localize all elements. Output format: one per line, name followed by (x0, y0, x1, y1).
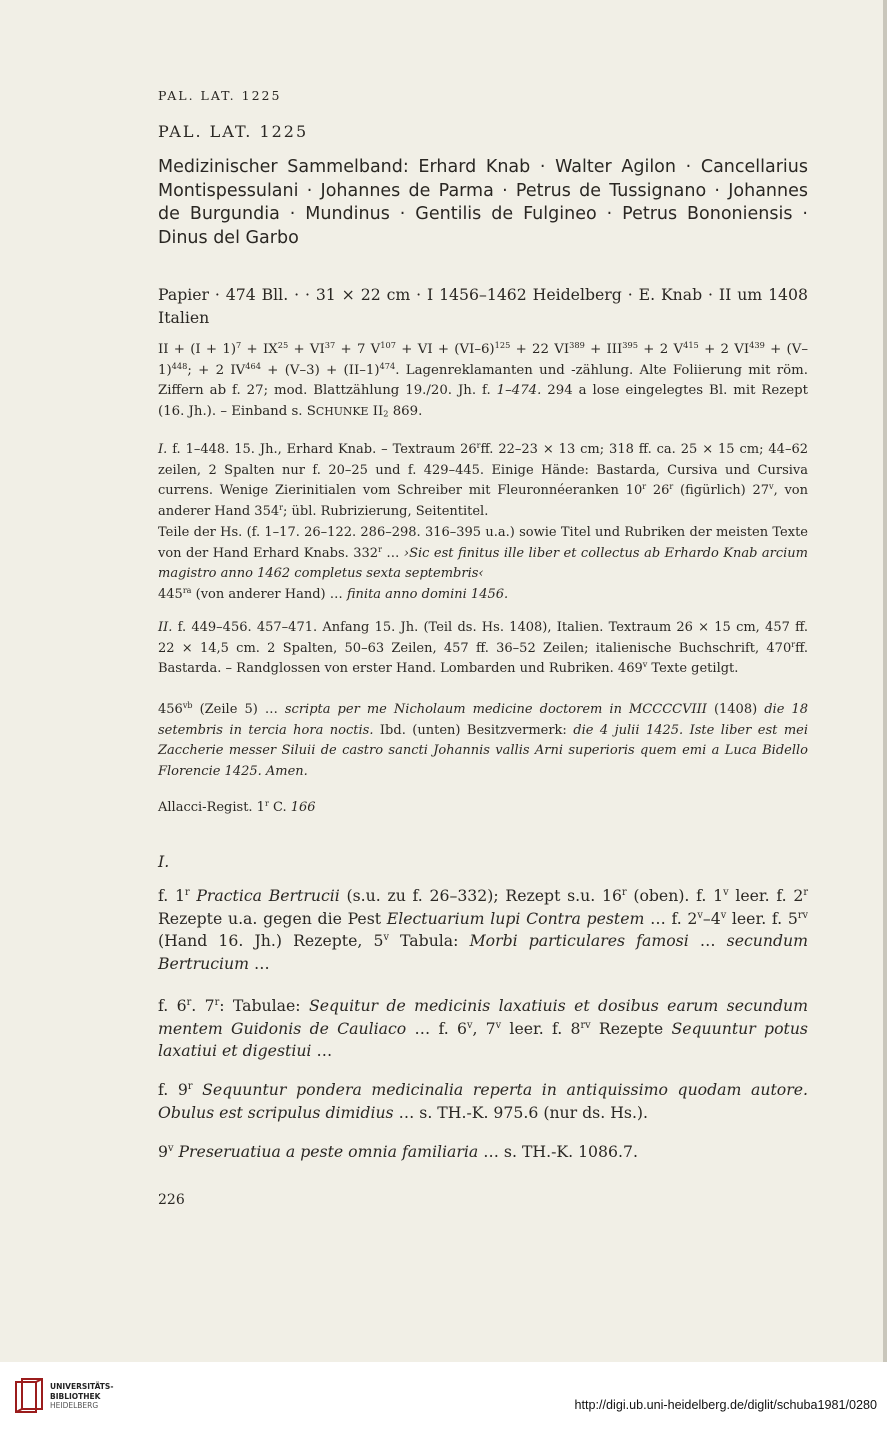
page-number: 226 (158, 1192, 185, 1208)
footer-bar (0, 1362, 887, 1430)
logo-line-1: UNIVERSITÄTS- (50, 1382, 114, 1391)
allacci-register: Allacci-Regist. 1$^r$ C. 166 (158, 799, 316, 815)
page-edge-shadow (883, 0, 887, 1372)
part-one-description: I. f. 1–448. 15. Jh., Erhard Knab. – Textraum 26$^r$ff. 22–23 × 13 cm; 318 ff. ca. 25 × 15 cm; 44–62 zeilen, 2 Spalten nur f. 20–25 und f. 429–445. Einige Hände: Bastarda, Cursiva und Cursiva currens. Wenige Zierinitialen vom Schreiber mit Fleuronnéeranken 10$^r$ 26$^r$ (figürlich) 27$^v$, von anderer Hand 354$^r$; übl. Rubrizierung, Seitentitel. (158, 441, 808, 519)
section-marker-one: I. (158, 852, 170, 871)
part-two-description: II. f. 449–456. 457–471. Anfang 15. Jh. (Teil ds. Hs. 1408), Italien. Textraum 26 × 15 cm, 457 ff. 22 × 14,5 cm. 2 Spalten, 50–63 Zeilen, 457 ff. 36–52 Zeilen; italienische Buchschrift, 470$^r$ff. Bastarda. – Randglossen von erster Hand. Lombarden und Rubriken. 469$^v$ Texte getilgt. (158, 620, 808, 676)
shelfmark-heading: PAL. LAT. 1225 (158, 122, 309, 141)
logo-line-2: BIBLIOTHEK (50, 1391, 101, 1401)
running-head: PAL. LAT. 1225 (158, 88, 282, 103)
logo-line-3: HEIDELBERG (50, 1401, 99, 1410)
entry-f9r: f. 9$^r$ Sequuntur pondera medicinalia reperta in antiquissimo quodam autore. Obulus est scripulus dimidius … s. TH.-K. 975.6 (nur ds. Hs.). (158, 1080, 808, 1122)
collation-paragraph: II + $(I + 1)^7 + IX^{25} + VI^{37} + 7$ $V^{107}$ + VI + $(VI-6)^{125} + 22$ $VI^{389} + III^{395} + 2$ $V^{415} + 2$ $VI^{439} + (V-1)^{448}$; + 2 $IV^{464} + (V-3) + (II-1)^{474}$. Lagenreklamanten und -zählung. Alte Foliierung mit röm. Ziffern ab f. 27; mod. Blattzählung 19./20. Jh. f. 1–474. 294 a lose eingelegtes Bl. mit Rezept (16. Jh.). – Einband s. SCHUNKE $II_2$ 869. (158, 340, 808, 420)
physical-description: Papier · 474 Bll. · · 31 × 22 cm · I 1456–1462 Heidelberg · E. Knab · II um 1408 Italien (158, 285, 808, 327)
entry-f6: f. 6$^r$. 7$^r$: Tabulae: Sequitur de medicinis laxatiuis et dosibus earum secundum mentem Guidonis de Cauliaco … f. 6$^v$, 7$^v$ leer. f. $8^{rv}$ Rezepte Sequuntur potus laxatiui et digestiui … (158, 996, 808, 1061)
source-url-link[interactable]: http://digi.ub.uni-heidelberg.de/diglit/schuba1981/0280 (574, 1398, 877, 1412)
library-logo[interactable] (14, 1378, 114, 1418)
part-two-colophon: $456^{vb}$ (Zeile 5) … scripta per me Nicholaum medicine doctorem in MCCCCVIII (1408) die 18 setembris in tercia hora noctis. Ibd. (unten) Besitzvermerk: die 4 julii 1425. Iste liber est mei Zaccherie messer Siluii de castro sancti Johannis vallis Arni superioris quem emi a Luca Bidello Florencie 1425. Amen. (158, 701, 809, 779)
entry-f9v: 9$^v$ Preseruatiua a peste omnia familiaria … s. TH.-K. 1086.7. (158, 1142, 638, 1161)
manuscript-title: Medizinischer Sammelband: Erhard Knab · Walter Agilon · Cancellarius Montispessulani · Johannes de Parma · Petrus de Tussignano · Johannes de Burgundia · Mundinus · Gentilis de Fulgineo · Petrus Bononiensis · Dinus del Garbo (158, 157, 808, 249)
entry-f1: f. 1$^r$ Practica Bertrucii (s.u. zu f. 26–332); Rezept s.u. 16$^r$ (oben). f. 1$^v$ leer. f. 2$^r$ Rezepte u.a. gegen die Pest Electuarium lupi Contra pestem … f. 2$^v$–4$^v$ leer. f. $5^{rv}$ (Hand 16. Jh.) Rezepte, 5$^v$ Tabula: Morbi particulares famosi … secundum Bertrucium … (158, 886, 808, 973)
part-one-colophon: Teile der Hs. (f. 1–17. 26–122. 286–298. 316–395 u.a.) sowie Titel und Rubriken der meisten Texte von der Hand Erhard Knabs. 332$^r$ … ›Sic est finitus ille liber et collectus ab Erhardo Knab arcium magistro anno 1462 completus sexta septembris‹ $445^{ra}$ (von anderer Hand) … finita anno domini 1456. (158, 525, 809, 602)
library-logo-icon (14, 1378, 46, 1416)
